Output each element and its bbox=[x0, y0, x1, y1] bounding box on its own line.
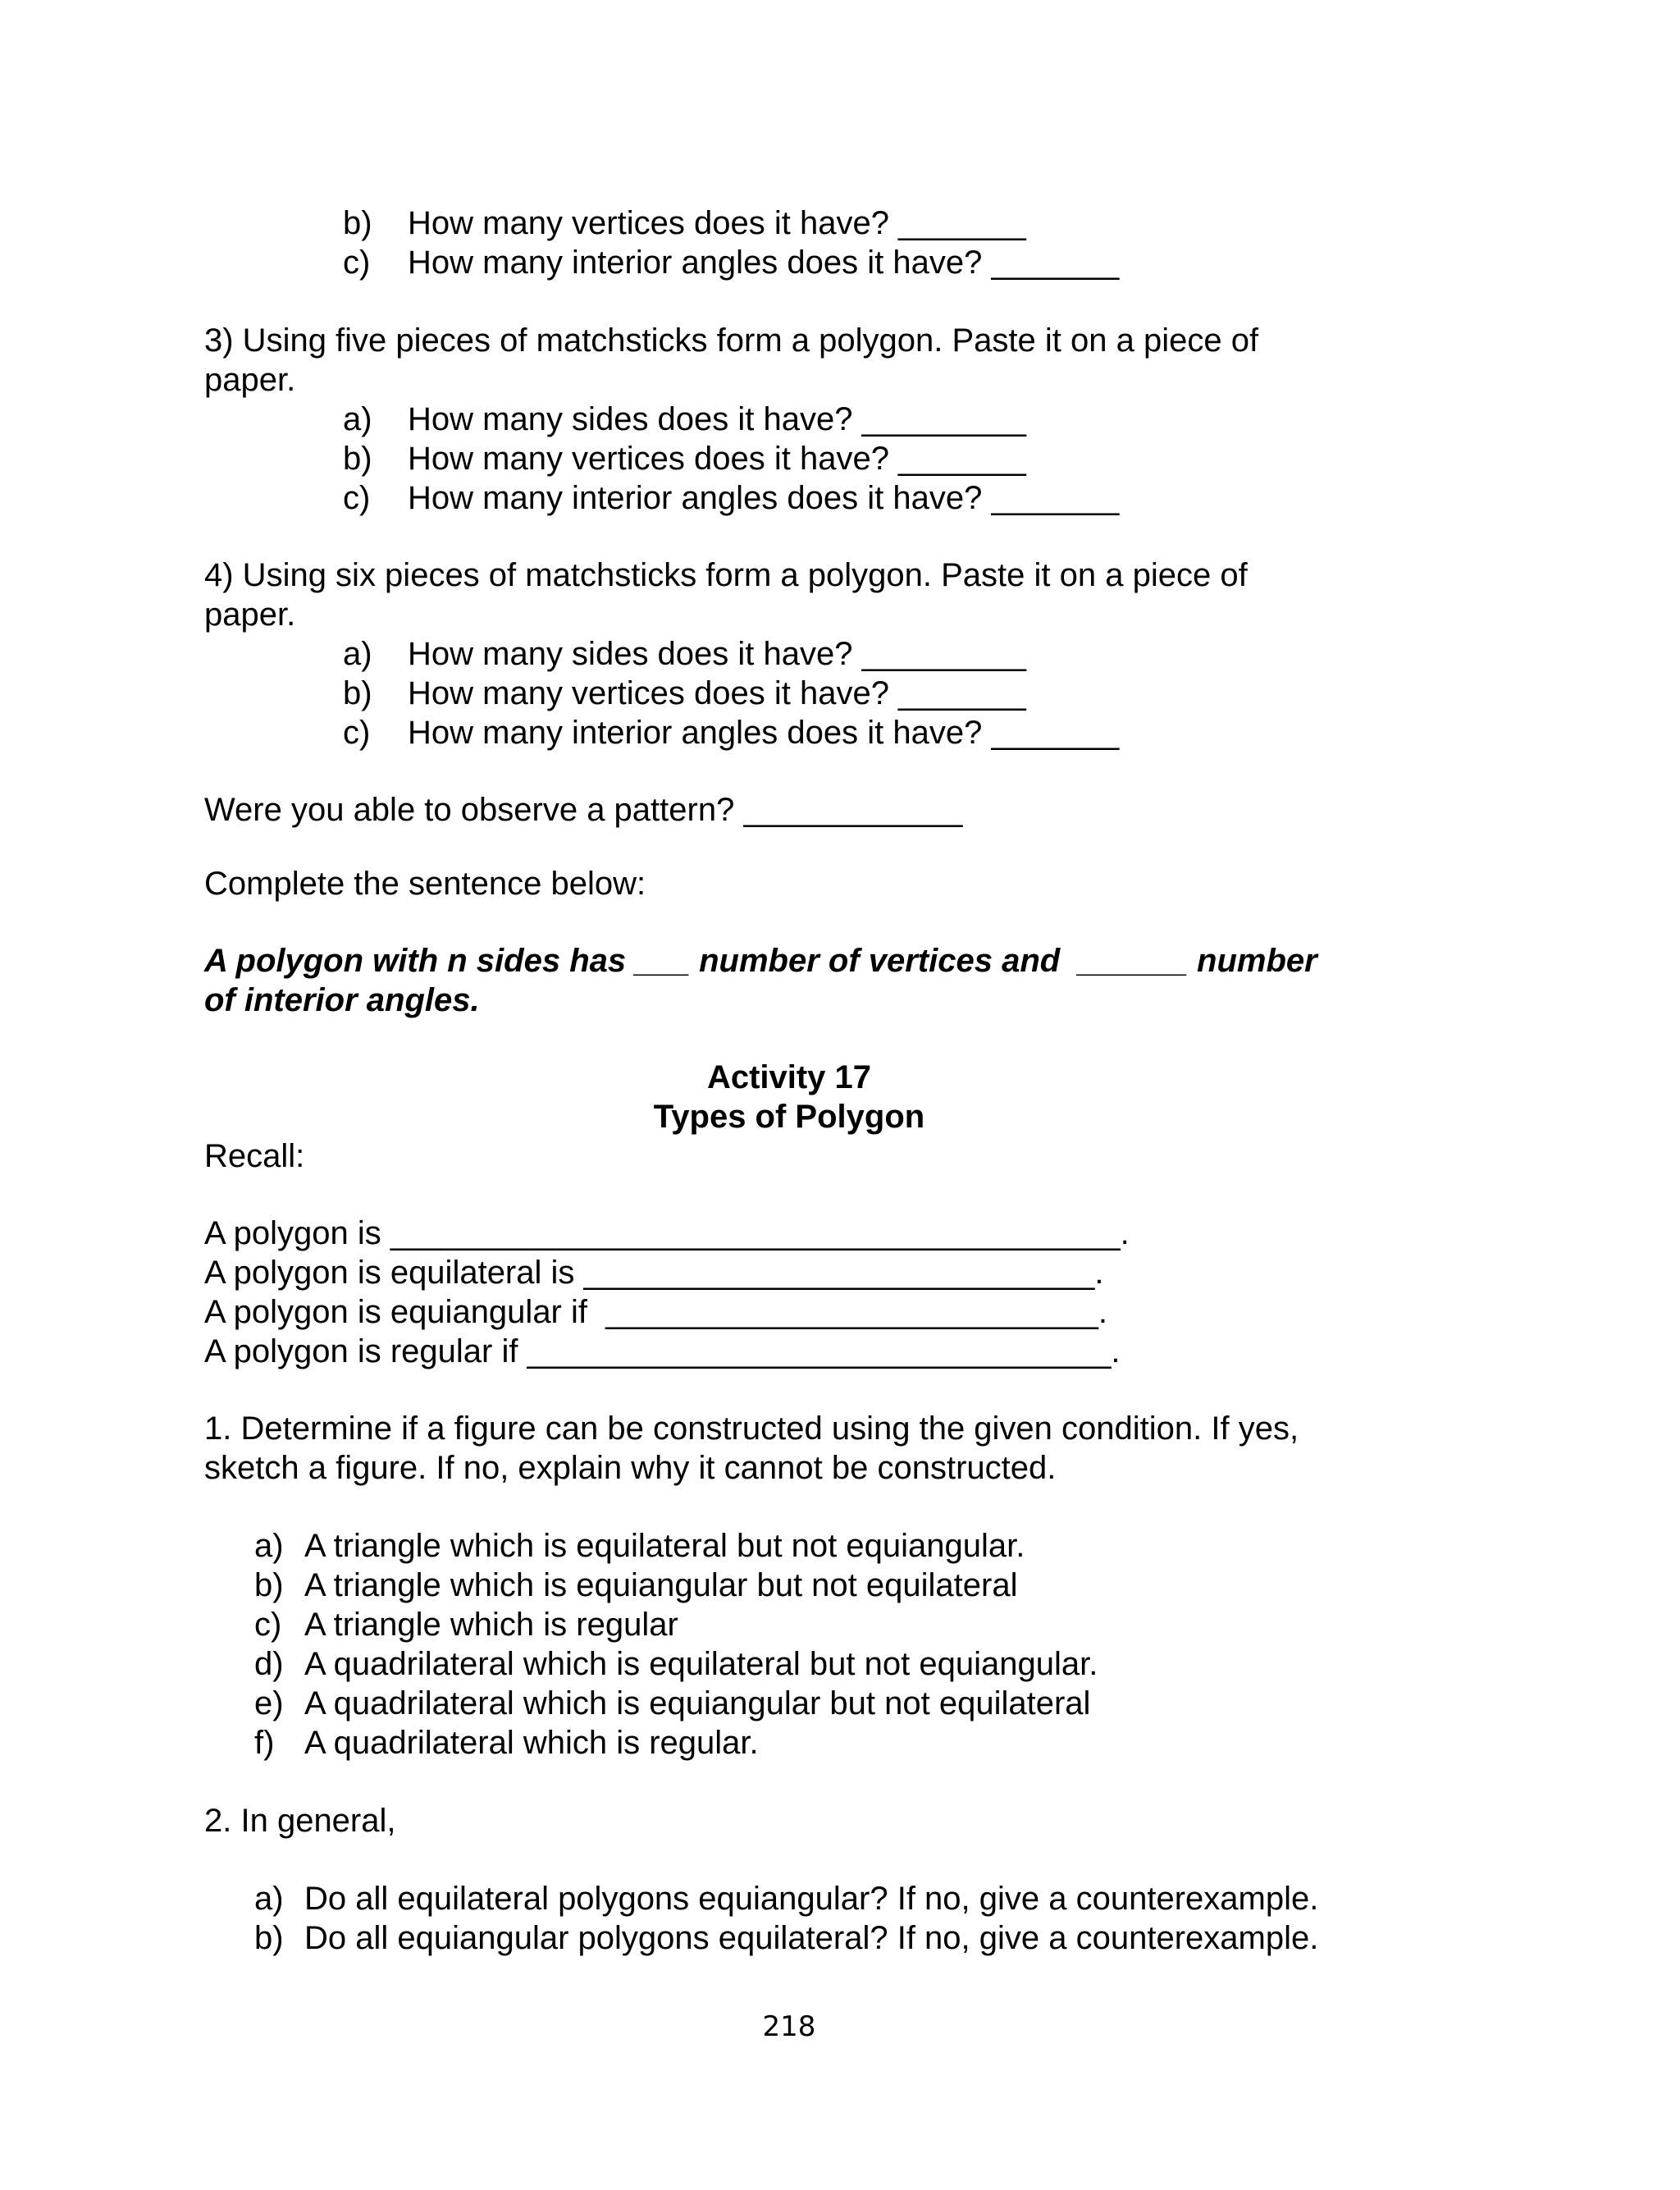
item-label: d) bbox=[254, 1646, 284, 1682]
item-label: c) bbox=[343, 480, 371, 516]
task-2-heading: 2. In general, bbox=[204, 1803, 396, 1839]
item-label: e) bbox=[254, 1685, 284, 1721]
question-4-text: 4) Using six pieces of matchsticks form a polygon. Paste it on a piece of bbox=[204, 557, 1248, 593]
task-item: A triangle which is regular bbox=[304, 1607, 678, 1643]
item-label: c) bbox=[343, 715, 371, 751]
task-1-text: 1. Determine if a figure can be constructed using the given condition. If yes, bbox=[204, 1410, 1299, 1447]
question-4-text-cont: paper. bbox=[204, 597, 296, 633]
task-item: A quadrilateral which is equiangular but not equilateral bbox=[304, 1685, 1091, 1721]
item-label: b) bbox=[343, 205, 372, 241]
question-item: How many vertices does it have? _______ bbox=[408, 441, 1026, 477]
question-item: How many interior angles does it have? _______ bbox=[408, 480, 1120, 516]
activity-title: Activity 17 bbox=[706, 1059, 872, 1095]
question-item: How many sides does it have? _________ bbox=[408, 636, 1026, 672]
item-label: a) bbox=[254, 1881, 284, 1917]
question-item: How many vertices does it have? _______ bbox=[408, 675, 1026, 711]
recall-line: A polygon is equilateral is ____________________________. bbox=[204, 1255, 1104, 1291]
recall-heading: Recall: bbox=[204, 1138, 305, 1174]
item-label: f) bbox=[254, 1725, 275, 1761]
task-item: A triangle which is equiangular but not equilateral bbox=[304, 1567, 1018, 1603]
recall-line: A polygon is equiangular if ___________________________. bbox=[204, 1294, 1107, 1330]
pattern-question: Were you able to observe a pattern? ____________ bbox=[204, 792, 963, 828]
question-3-text-cont: paper. bbox=[204, 362, 296, 398]
instruction-text: Complete the sentence below: bbox=[204, 866, 646, 902]
question-3-text: 3) Using five pieces of matchsticks form a polygon. Paste it on a piece of bbox=[204, 322, 1259, 359]
activity-subtitle: Types of Polygon bbox=[653, 1099, 925, 1135]
question-item: How many vertices does it have? _______ bbox=[408, 205, 1026, 241]
item-label: a) bbox=[343, 636, 372, 672]
page-number: 218 bbox=[762, 2010, 816, 2043]
recall-line: A polygon is regular if ________________________________. bbox=[204, 1333, 1121, 1369]
question-item: How many interior angles does it have? _______ bbox=[408, 245, 1120, 281]
item-label: b) bbox=[254, 1920, 284, 1956]
item-label: c) bbox=[343, 245, 371, 281]
fill-in-statement-cont: of interior angles. bbox=[204, 982, 480, 1018]
question-item: How many sides does it have? _________ bbox=[408, 401, 1026, 437]
task-item: A quadrilateral which is equilateral but not equiangular. bbox=[304, 1646, 1098, 1682]
item-label: c) bbox=[254, 1607, 282, 1643]
item-label: b) bbox=[343, 441, 372, 477]
task-item: A triangle which is equilateral but not equiangular. bbox=[304, 1528, 1025, 1564]
task-item: Do all equilateral polygons equiangular? If no, give a counterexample. bbox=[304, 1881, 1319, 1917]
recall-line: A polygon is ________________________________________. bbox=[204, 1215, 1130, 1251]
question-item: How many interior angles does it have? _______ bbox=[408, 715, 1120, 751]
item-label: b) bbox=[254, 1567, 284, 1603]
fill-in-statement: A polygon with n sides has ___ number of vertices and ______ number bbox=[204, 943, 1317, 979]
task-item: Do all equiangular polygons equilateral? If no, give a counterexample. bbox=[304, 1920, 1319, 1956]
task-item: A quadrilateral which is regular. bbox=[304, 1725, 759, 1761]
item-label: b) bbox=[343, 675, 372, 711]
item-label: a) bbox=[254, 1528, 284, 1564]
item-label: a) bbox=[343, 401, 372, 437]
task-1-text-cont: sketch a figure. If no, explain why it cannot be constructed. bbox=[204, 1450, 1057, 1486]
